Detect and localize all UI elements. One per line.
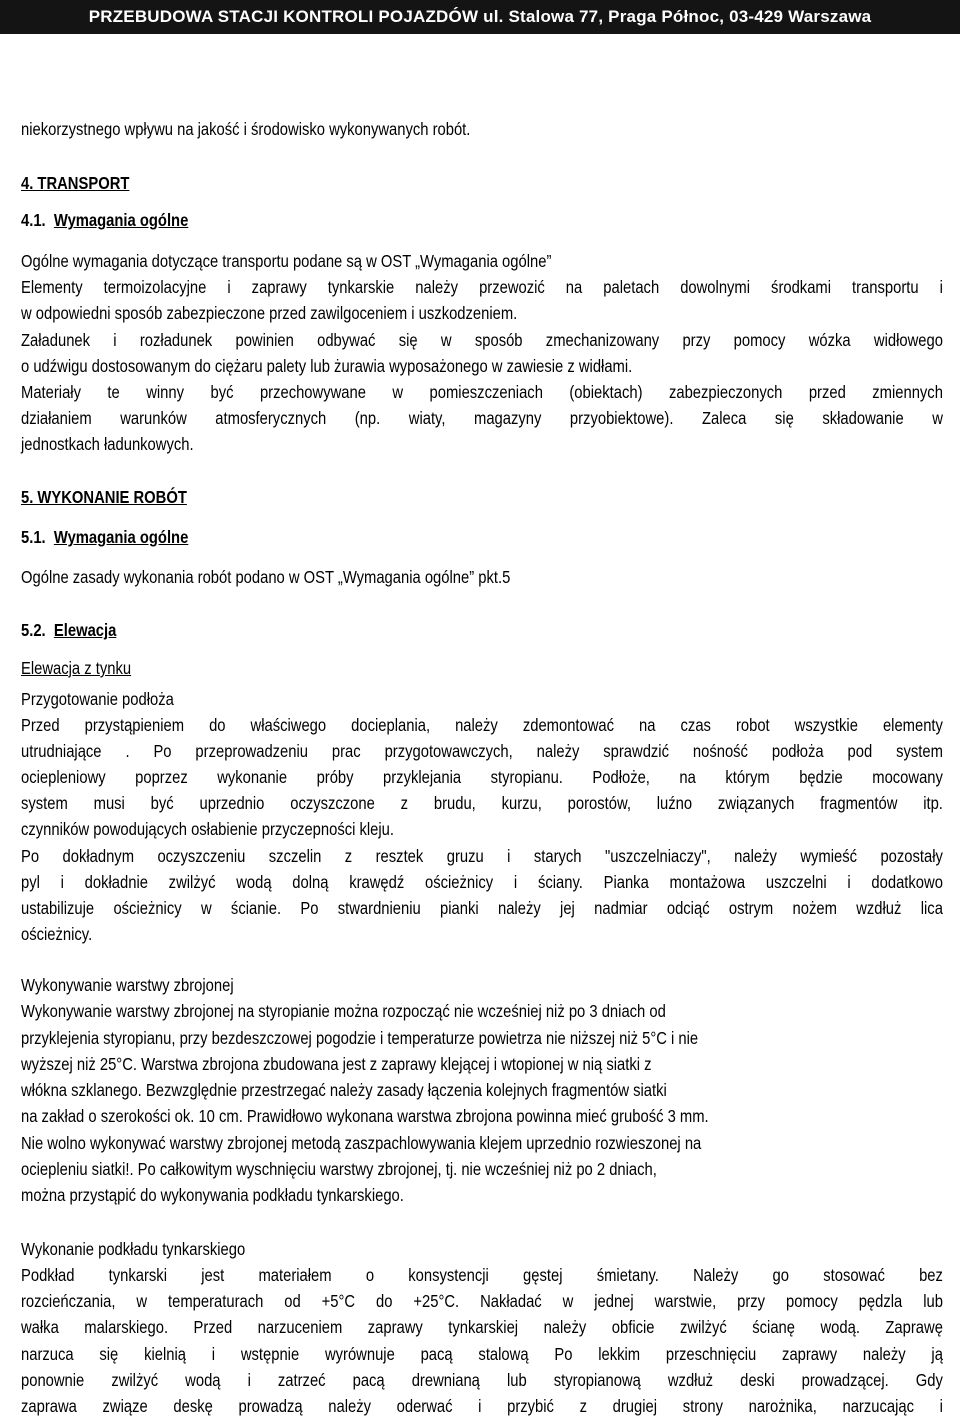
subsection-number: 4.1. [21,210,46,230]
paragraph-line: przyklejenia styropianu, przy bezdeszczowej pogodzie i temperaturze powietrza nie niższej niż 5°C i nie [21,1028,699,1048]
paragraph-line: zaprawa związe deskę prowadzą należy oderwać i przybić z drugiej strony narożnika, narzucając i [21,1396,943,1416]
subsection-heading-5-1 [21,526,188,548]
subsection-heading-4-1 [21,209,188,231]
paragraph-line: pyl i dokładnie zwilżyć wodą dolną krawędź ościeżnicy i ściany. Pianka montażowa uszczelni i dodatkowo [21,872,943,892]
paragraph-line: Wykonywanie warstwy zbrojonej na styropianie można rozpocząć nie wcześniej niż po 3 dniach od [21,1001,666,1021]
paragraph-line: Ogólne zasady wykonania robót podano w OST „Wymagania ogólne” pkt.5 [21,567,511,587]
paragraph-line: Materiały te winny być przechowywane w pomieszczeniach (obiektach) zabezpieczonych przed zmiennych [21,382,943,402]
paragraph-line: o udźwigu dostosowanym do ciężaru palety lub żurawia wyposażonego w zawiesie z widłami. [21,356,633,376]
subsection-title: Wymagania ogólne [53,527,189,547]
subsection-title: Elewacja [53,620,117,640]
paragraph-line: Załadunek i rozładunek powinien odbywać się w sposób zmechanizowany przy pomocy wózka widłowego [21,330,943,350]
paragraph-line: ociepleniu siatki!. Po całkowitym wyschnięciu warstwy zbrojonej, tj. nie wcześniej niż po 2 dniach, [21,1159,657,1179]
document-header: PRZEBUDOWA STACJI KONTROLI POJAZDÓW ul. Stalowa 77, Praga Północ, 03-429 Warszawa [0,0,960,34]
intro-line: niekorzystnego wpływu na jakość i środowisko wykonywanych robót. [21,119,471,139]
section-heading-text: 5. WYKONANIE ROBÓT [21,487,187,507]
paragraph-line: wałka malarskiego. Przed narzuceniem zaprawy tynkarskiej należy obficie zwilżyć ścianę wodą. Zaprawę [21,1317,943,1337]
paragraph-line: rozcieńczania, w temperaturach od +5°C do +25°C. Nakładać w jednej warstwie, przy pomocy pędzla lub [21,1291,943,1311]
paragraph-line: włókna szklanego. Bezwzględnie przestrzegać należy zasady łączenia kolejnych fragmentów siatki [21,1080,667,1100]
subheading-przygotowanie: Przygotowanie podłoża [21,689,174,709]
paragraph-line: Elementy termoizolacyjne i zaprawy tynkarskie należy przewozić na paletach dowolnymi środkami transportu i [21,277,943,297]
subsection-number: 5.1. [21,527,46,547]
paragraph-line: utrudniające . Po przeprowadzeniu prac przygotowawczych, należy sprawdzić nośność podłoża pod system [21,741,943,761]
paragraph-line: ościeżnicy. [21,924,93,944]
section-heading-wykonanie [21,486,187,508]
paragraph-line: wyższej niż 25°C. Warstwa zbrojona zbudowana jest z zaprawy klejącej i wtopionej w nią siatki z [21,1054,652,1074]
subheading-podklad: Wykonanie podkładu tynkarskiego [21,1239,246,1259]
paragraph-line: Przed przystąpieniem do właściwego docieplania, należy zdemontować na czas robot wszystkie elementy [21,715,943,735]
section-heading-text: 4. TRANSPORT [21,173,130,193]
paragraph-line: Podkład tynkarski jest materiałem o konsystencji gęstej śmietany. Należy go stosować bez [21,1265,943,1285]
subheading-elewacja [21,657,131,679]
paragraph-line: w odpowiedni sposób zabezpieczone przed zawilgoceniem i uszkodzeniem. [21,303,518,323]
paragraph-line: czynników powodujących osłabienie przyczepności kleju. [21,819,395,839]
paragraph-line: narzuca się kielnią i wstępnie wyrównuje pacą stalową Po lekkim przeschnięciu zaprawy należy ją [21,1344,943,1364]
subheading-warstwa: Wykonywanie warstwy zbrojonej [21,975,234,995]
subsection-number: 5.2. [21,620,46,640]
subsection-title: Wymagania ogólne [53,210,189,230]
paragraph-line: działaniem warunków atmosferycznych (np. wiaty, magazyny przyobiektowe). Zaleca się składowanie w [21,408,943,428]
paragraph-line: Po dokładnym oczyszczeniu szczelin z resztek gruzu i starych "uszczelniaczy", należy wymieść pozostały [21,846,943,866]
paragraph-line: Ogólne wymagania dotyczące transportu podane są w OST „Wymagania ogólne” [21,251,552,271]
paragraph-line: ponownie zwilżyć wodą i zatrzeć pacą drewnianą lub styropianową wzdłuż deski prowadzącej. Gdy [21,1370,943,1390]
paragraph-line: na zakład o szerokości ok. 10 cm. Prawidłowo wykonana warstwa zbrojona powinna mieć grubość 3 mm. [21,1106,709,1126]
paragraph-line: system musi być uprzednio oczyszczone z brudu, kurzu, porostów, luźno związanych fragmentów itp. [21,793,943,813]
subheading-text: Elewacja z tynku [21,658,132,678]
section-heading-transport [21,172,129,194]
paragraph-line: Nie wolno wykonywać warstwy zbrojonej metodą zaszpachlowywania klejem uprzednio rozwieszonej na [21,1133,702,1153]
paragraph-line: ociepleniowy poprzez wykonanie próby przyklejania styropianu. Podłoże, na którym będzie mocowany [21,767,943,787]
paragraph-line: jednostkach ładunkowych. [21,434,194,454]
subsection-heading-5-2 [21,619,116,641]
paragraph-line: ustabilizuje ościeżnicy w ścianie. Po stwardnieniu pianki należy jej nadmiar odciąć ostrym nożem wzdłuż lica [21,898,943,918]
paragraph-line: można przystąpić do wykonywania podkładu tynkarskiego. [21,1185,404,1205]
